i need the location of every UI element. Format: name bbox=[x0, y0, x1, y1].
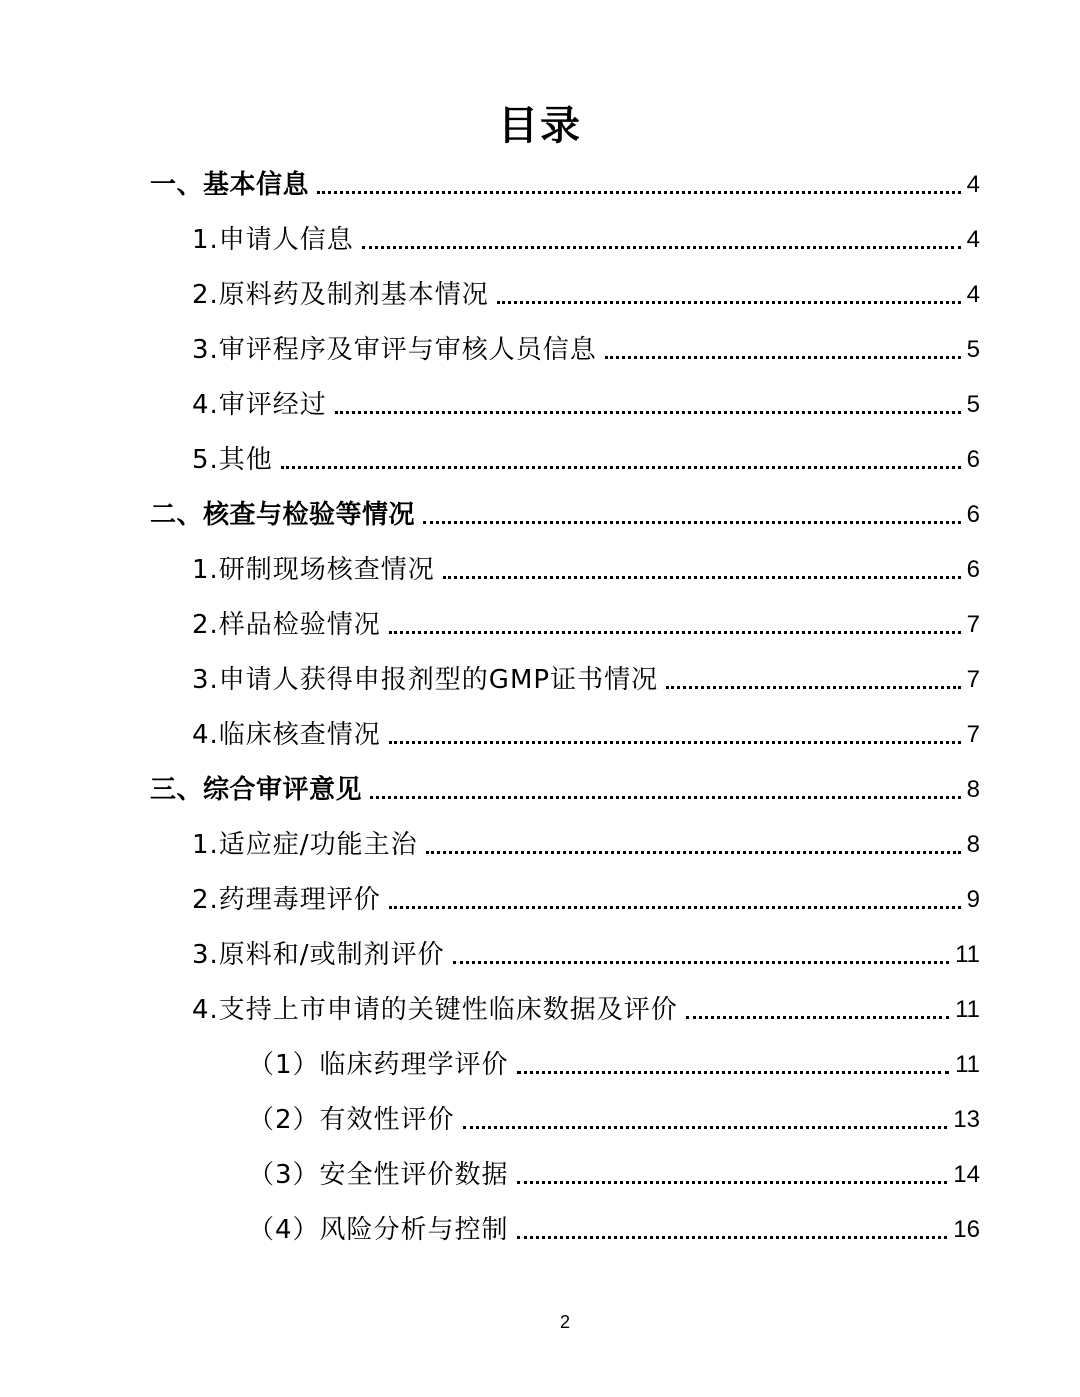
toc-leader-dots bbox=[517, 1071, 950, 1074]
toc-leader-dots bbox=[605, 356, 961, 359]
toc-entry[interactable] bbox=[192, 708, 980, 752]
toc-leader-dots bbox=[362, 246, 961, 249]
toc-leader-dots bbox=[517, 1181, 948, 1184]
toc-entry-page-number: 6 bbox=[966, 446, 980, 473]
toc-entry-label: 2.样品检验情况 bbox=[192, 610, 381, 640]
toc-entry[interactable] bbox=[248, 1203, 980, 1247]
toc-title: 目录 bbox=[498, 103, 582, 149]
toc-entry[interactable] bbox=[192, 818, 980, 862]
toc-entry[interactable] bbox=[192, 928, 980, 972]
toc-entry-label: （1）临床药理学评价 bbox=[248, 1050, 509, 1080]
toc-entry-label: 4.审评经过 bbox=[192, 390, 327, 420]
toc-entry-page-number: 7 bbox=[966, 721, 980, 748]
toc-leader-dots bbox=[389, 906, 961, 909]
toc-leader-dots bbox=[423, 521, 961, 524]
toc-entry-page-number: 13 bbox=[953, 1106, 980, 1133]
toc-entry[interactable] bbox=[150, 488, 980, 532]
toc-entry[interactable] bbox=[192, 323, 980, 367]
toc-entry[interactable] bbox=[248, 1038, 980, 1082]
toc-leader-dots bbox=[335, 411, 961, 414]
toc-entry-page-number: 8 bbox=[966, 776, 980, 803]
toc-entry-page-number: 6 bbox=[966, 501, 980, 528]
toc-entry-label: 1.适应症/功能主治 bbox=[192, 830, 418, 860]
toc-entry-label: 4.临床核查情况 bbox=[192, 720, 381, 750]
toc-leader-dots bbox=[453, 961, 950, 964]
toc-leader-dots bbox=[370, 796, 961, 799]
toc-entry-page-number: 14 bbox=[953, 1161, 980, 1188]
toc-entry[interactable] bbox=[192, 653, 980, 697]
toc-leader-dots bbox=[463, 1126, 948, 1129]
toc-leader-dots bbox=[686, 1016, 949, 1019]
page-number: 2 bbox=[559, 1312, 570, 1332]
toc-entry-label: 1.研制现场核查情况 bbox=[192, 555, 435, 585]
toc-leader-dots bbox=[666, 686, 961, 689]
toc-entry-label: 2.原料药及制剂基本情况 bbox=[192, 280, 489, 310]
toc-leader-dots bbox=[497, 301, 961, 304]
toc-entry-page-number: 11 bbox=[955, 941, 980, 968]
toc-leader-dots bbox=[389, 631, 961, 634]
toc-entry-label: （3）安全性评价数据 bbox=[248, 1160, 509, 1190]
toc-entry-page-number: 9 bbox=[966, 886, 980, 913]
toc-entry[interactable] bbox=[192, 268, 980, 312]
toc-entry[interactable] bbox=[192, 598, 980, 642]
toc-entry[interactable] bbox=[192, 433, 980, 477]
toc-entry-label: 1.申请人信息 bbox=[192, 225, 354, 255]
toc-entry-label: 一、基本信息 bbox=[150, 170, 310, 200]
toc-entry[interactable] bbox=[192, 213, 980, 257]
toc-entry-label: （2）有效性评价 bbox=[248, 1105, 455, 1135]
toc-entry[interactable] bbox=[192, 378, 980, 422]
toc-leader-dots bbox=[426, 851, 961, 854]
toc-entry-page-number: 7 bbox=[966, 666, 980, 693]
toc-leader-dots bbox=[389, 741, 961, 744]
toc-entry-page-number: 7 bbox=[966, 611, 980, 638]
toc-leader-dots bbox=[443, 576, 961, 579]
toc-entry-page-number: 8 bbox=[966, 831, 980, 858]
toc-entry-label: （4）风险分析与控制 bbox=[248, 1215, 509, 1245]
toc-entry-label: 2.药理毒理评价 bbox=[192, 885, 381, 915]
toc-entry[interactable] bbox=[192, 873, 980, 917]
toc-entry-label: 5.其他 bbox=[192, 445, 273, 475]
toc-entry[interactable] bbox=[150, 158, 980, 202]
toc-entry-label: 4.支持上市申请的关键性临床数据及评价 bbox=[192, 995, 678, 1025]
toc-entry-label: 二、核查与检验等情况 bbox=[150, 500, 416, 530]
toc-entry[interactable] bbox=[192, 983, 980, 1027]
toc-entry-label: 3.原料和/或制剂评价 bbox=[192, 940, 445, 970]
toc-entry-page-number: 4 bbox=[966, 226, 980, 253]
toc-entry-label: 3.审评程序及审评与审核人员信息 bbox=[192, 335, 597, 365]
toc-entry-page-number: 5 bbox=[966, 391, 980, 418]
toc-leader-dots bbox=[317, 191, 961, 194]
toc-entry-label: 3.申请人获得申报剂型的GMP证书情况 bbox=[192, 665, 659, 695]
toc-entry-page-number: 11 bbox=[955, 996, 980, 1023]
toc-entry-page-number: 11 bbox=[955, 1051, 980, 1078]
toc-entry-page-number: 6 bbox=[966, 556, 980, 583]
toc-entry-page-number: 4 bbox=[966, 171, 980, 198]
toc-leader-dots bbox=[281, 466, 961, 469]
toc-entry-page-number: 4 bbox=[966, 281, 980, 308]
toc-entry[interactable] bbox=[150, 763, 980, 807]
toc-leader-dots bbox=[517, 1236, 948, 1239]
toc-entry-page-number: 16 bbox=[953, 1216, 980, 1243]
toc-entry[interactable] bbox=[248, 1148, 980, 1192]
toc-entry-page-number: 5 bbox=[966, 336, 980, 363]
toc-entry-label: 三、综合审评意见 bbox=[150, 775, 363, 805]
toc-entry[interactable] bbox=[192, 543, 980, 587]
toc-entry[interactable] bbox=[248, 1093, 980, 1137]
